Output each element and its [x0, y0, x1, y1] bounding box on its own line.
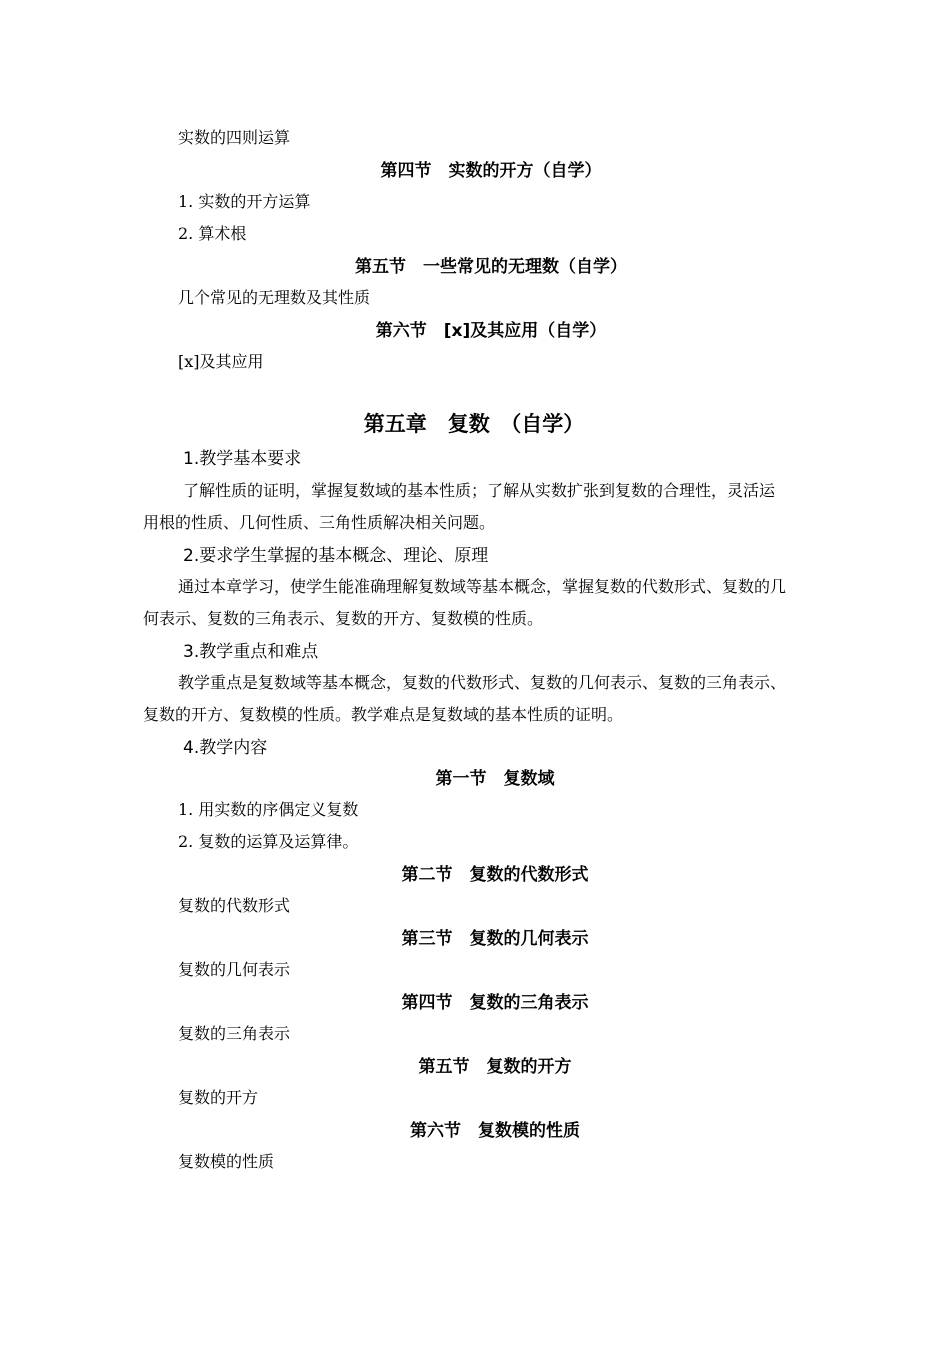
paragraph-line: 复数的开方、复数模的性质。教学难点是复数域的基本性质的证明。: [143, 705, 624, 724]
paragraph-line: 何表示、复数的三角表示、复数的开方、复数模的性质。: [143, 609, 544, 628]
paragraph-line: 用根的性质、几何性质、三角性质解决相关问题。: [143, 513, 496, 532]
text-line: 复数模的性质: [178, 1152, 275, 1171]
chapter-title: 第五章 复数 （自学）: [363, 412, 585, 436]
text-line: 复数的代数形式: [178, 896, 291, 915]
section-heading: 第三节 复数的几何表示: [401, 929, 589, 949]
text-line: 几个常见的无理数及其性质: [178, 288, 371, 307]
content-heading: 4.教学内容: [183, 738, 268, 758]
section-heading: 第五节 一些常见的无理数（自学）: [355, 257, 627, 277]
section-heading: 第六节 [x]及其应用（自学）: [375, 321, 607, 341]
text-line: 复数的开方: [178, 1088, 259, 1107]
section-heading: 第五节 复数的开方: [418, 1057, 572, 1077]
paragraph-line: 通过本章学习，使学生能准确理解复数域等基本概念，掌握复数的代数形式、复数的几: [178, 577, 787, 596]
text-line: 复数的三角表示: [178, 1024, 291, 1043]
text-line: 实数的四则运算: [178, 128, 291, 147]
requirement-heading: 1.教学基本要求: [183, 449, 302, 469]
section-heading: 第六节 复数模的性质: [410, 1121, 580, 1141]
text-line: 复数的几何表示: [178, 960, 291, 979]
section-heading: 第二节 复数的代数形式: [401, 865, 589, 885]
text-line: [x]及其应用: [178, 352, 264, 371]
paragraph-line: 了解性质的证明，掌握复数域的基本性质；了解从实数扩张到复数的合理性，灵活运: [183, 481, 776, 500]
section-heading: 第四节 实数的开方（自学）: [380, 161, 602, 181]
list-item: 1. 实数的开方运算: [178, 192, 311, 211]
key-points-heading: 3.教学重点和难点: [183, 642, 319, 662]
concepts-heading: 2.要求学生掌握的基本概念、理论、原理: [183, 546, 489, 566]
list-item: 1. 用实数的序偶定义复数: [178, 800, 359, 819]
section-heading: 第一节 复数域: [435, 769, 555, 789]
list-item: 2. 算术根: [178, 224, 247, 243]
section-heading: 第四节 复数的三角表示: [401, 993, 589, 1013]
paragraph-line: 教学重点是复数域等基本概念，复数的代数形式、复数的几何表示、复数的三角表示、: [178, 673, 787, 692]
list-item: 2. 复数的运算及运算律。: [178, 832, 359, 851]
